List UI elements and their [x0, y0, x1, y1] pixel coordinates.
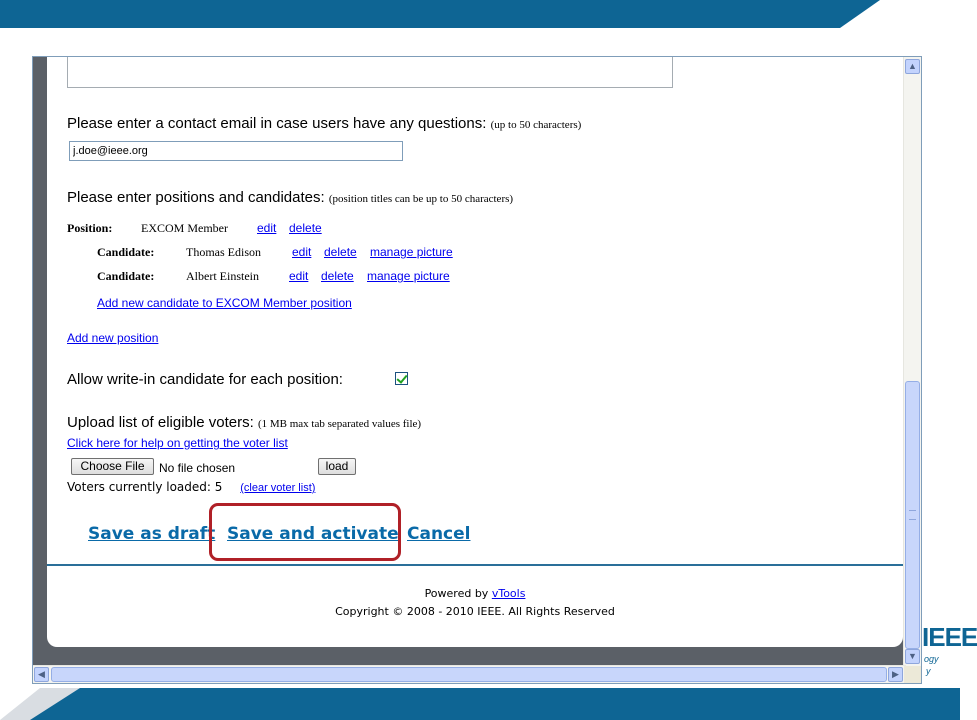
browser-window: [32, 56, 922, 684]
positions-heading: [67, 189, 513, 206]
highlight-box: [209, 503, 401, 561]
upload-heading-text: Upload list of eligible voters:: [67, 414, 254, 431]
upload-heading-note: (1 MB max tab separated values file): [257, 418, 422, 430]
position-row: [67, 221, 112, 236]
ieee-logo-tagline-1: ogy: [924, 654, 939, 664]
write-in-checkbox[interactable]: [395, 372, 408, 385]
save-as-draft-link[interactable]: Save as draft: [88, 524, 216, 544]
positions-heading-note: (position titles can be up to 50 characters): [328, 193, 514, 205]
scroll-down-icon[interactable]: ▼: [905, 649, 920, 664]
add-candidate-link[interactable]: Add new candidate to EXCOM Member position: [97, 296, 352, 310]
ieee-logo-tagline-2: y: [926, 666, 931, 676]
page-content: [47, 57, 903, 647]
powered-by-text: Powered by: [424, 587, 489, 600]
vertical-scroll-thumb[interactable]: [905, 381, 920, 649]
voters-loaded: [67, 480, 315, 494]
scroll-right-icon[interactable]: ▶: [888, 667, 903, 682]
candidate-2-manage-picture-link[interactable]: manage picture: [367, 269, 450, 283]
email-heading-text: Please enter a contact email in case users have any questions:: [67, 115, 487, 132]
horizontal-scrollbar[interactable]: [33, 665, 906, 683]
load-button[interactable]: load: [318, 458, 356, 475]
save-and-activate-link[interactable]: Save and activate: [227, 524, 399, 544]
candidate-label: Candidate:: [97, 245, 155, 259]
voters-loaded-label: Voters currently loaded:: [67, 480, 211, 494]
choose-file-button[interactable]: Choose File: [71, 458, 154, 475]
cancel-link[interactable]: Cancel: [407, 524, 471, 544]
add-position-link[interactable]: Add new position: [67, 331, 159, 345]
vertical-scrollbar[interactable]: [903, 57, 921, 666]
scroll-left-icon[interactable]: ◀: [34, 667, 49, 682]
position-label: Position:: [67, 221, 113, 235]
copyright-text: Copyright © 2008 - 2010 IEEE. All Rights Reserved: [335, 605, 615, 618]
email-heading: [67, 115, 581, 132]
candidate-1-edit-link[interactable]: edit: [292, 245, 312, 259]
vtools-link[interactable]: vTools: [491, 587, 526, 600]
candidate-label: Candidate:: [97, 269, 155, 283]
candidate-label-2: [97, 269, 154, 284]
footer-divider: [47, 564, 903, 566]
candidate-2-delete-link[interactable]: delete: [321, 269, 354, 283]
candidate-label-1: [97, 245, 154, 260]
powered-by: [47, 587, 903, 600]
candidate-name-2: Albert Einstein: [186, 269, 259, 283]
slide-bottom-band: [0, 688, 960, 720]
slide-top-band: [0, 0, 960, 30]
email-heading-note: (up to 50 characters): [490, 119, 582, 131]
candidate-1-manage-picture-link[interactable]: manage picture: [370, 245, 453, 259]
upload-heading: [67, 414, 421, 431]
candidate-2-edit-link[interactable]: edit: [289, 269, 309, 283]
contact-email-input[interactable]: [69, 141, 403, 161]
position-edit-link[interactable]: edit: [257, 221, 277, 235]
clear-voter-list-link[interactable]: (clear voter list): [240, 482, 316, 494]
position-delete-link[interactable]: delete: [289, 221, 322, 235]
candidate-name-1: Thomas Edison: [186, 245, 261, 259]
voters-loaded-count: 5: [214, 480, 223, 494]
scroll-up-icon[interactable]: ▲: [905, 59, 920, 74]
position-name: EXCOM Member: [141, 221, 228, 235]
description-textarea[interactable]: [67, 57, 673, 88]
ieee-logo-text: IEEE: [922, 622, 977, 652]
no-file-chosen-text: No file chosen: [159, 461, 236, 475]
positions-heading-text: Please enter positions and candidates:: [67, 189, 325, 206]
voter-list-help-link[interactable]: Click here for help on getting the voter list: [67, 436, 288, 450]
scrollbar-corner: [904, 666, 921, 683]
write-in-label: Allow write-in candidate for each position:: [67, 371, 343, 388]
candidate-1-delete-link[interactable]: delete: [324, 245, 357, 259]
ieee-logo: [922, 618, 977, 680]
horizontal-scroll-thumb[interactable]: [51, 667, 887, 682]
